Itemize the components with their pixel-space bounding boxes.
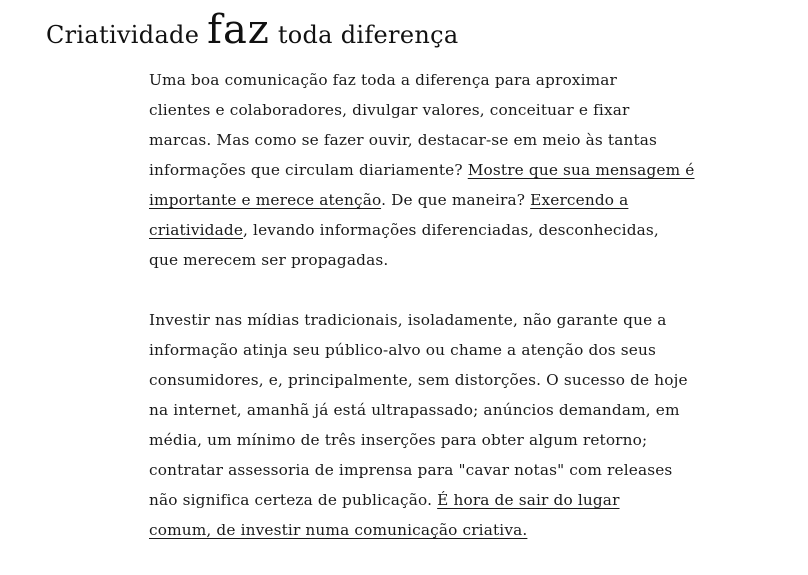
text-line	[149, 515, 749, 545]
page-title-emphasis: faz	[207, 7, 270, 53]
link-creativity-end[interactable]: criatividade	[149, 221, 244, 239]
text-line: Uma boa comunicação faz toda a diferença para aproximar	[149, 71, 618, 89]
article-body	[149, 65, 749, 575]
text-segment: informações que circulam diariamente?	[149, 161, 468, 179]
page-title	[46, 8, 458, 57]
text-line	[149, 215, 749, 245]
text-segment: , levando informações diferenciadas, desconhecidas,	[243, 221, 659, 239]
text-segment: não significa certeza de publicação.	[149, 491, 438, 509]
text-line: informação atinja seu público-alvo ou chame a atenção dos seus	[149, 341, 656, 359]
text-line: contratar assessoria de imprensa para "cavar notas" com releases	[149, 461, 673, 479]
link-importance-start[interactable]: Mostre que sua mensagem é	[467, 161, 695, 179]
text-line: média, um mínimo de três inserções para obter algum retorno;	[149, 431, 648, 449]
text-line	[149, 155, 749, 185]
page-title-end: toda diferença	[277, 21, 459, 49]
text-line	[149, 485, 749, 515]
text-line: marcas. Mas como se fazer ouvir, destacar-se em meio às tantas	[149, 131, 658, 149]
text-line: clientes e colaboradores, divulgar valores, conceituar e fixar	[149, 101, 630, 119]
paragraph-intro	[149, 65, 749, 275]
link-importance-end[interactable]: importante e merece atenção	[149, 191, 382, 209]
text-line: Investir nas mídias tradicionais, isoladamente, não garante que a	[149, 311, 667, 329]
link-leave-comfort-end[interactable]: comum, de investir numa comunicação criativa.	[149, 521, 528, 539]
text-line	[149, 185, 749, 215]
text-line: na internet, amanhã já está ultrapassado; anúncios demandam, em	[149, 401, 680, 419]
text-line: consumidores, e, principalmente, sem distorções. O sucesso de hoje	[149, 371, 688, 389]
link-creativity-start[interactable]: Exercendo a	[530, 191, 629, 209]
link-leave-comfort-start[interactable]: É hora de sair do lugar	[437, 491, 620, 509]
text-line: que merecem ser propagadas.	[149, 251, 389, 269]
text-segment: . De que maneira?	[381, 191, 531, 209]
paragraph-media	[149, 305, 749, 545]
page-title-start: Criatividade	[46, 21, 200, 49]
